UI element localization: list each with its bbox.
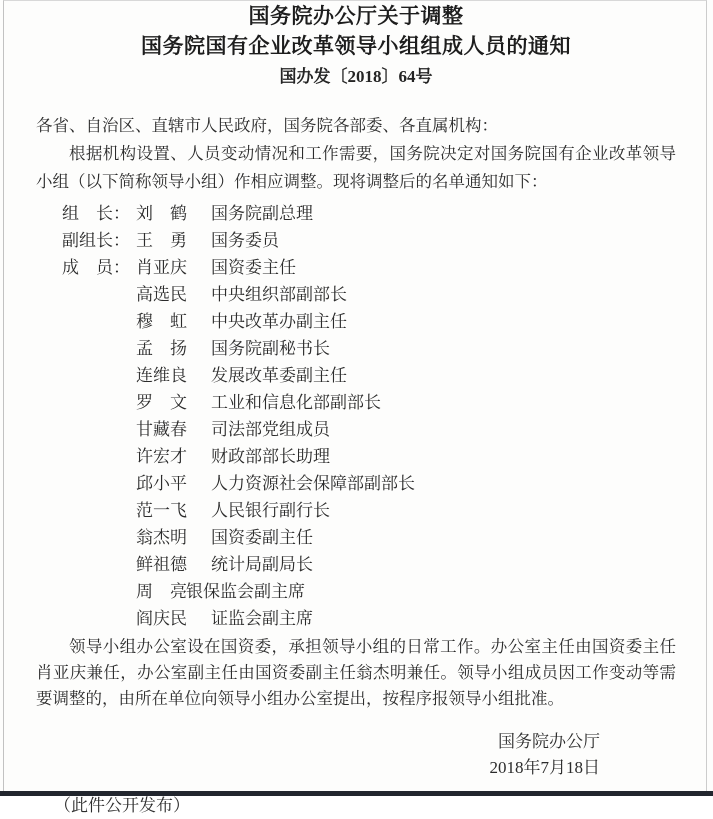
member-role [62,497,136,524]
member-title: 人力资源社会保障部副部长 [211,474,415,493]
member-row [62,254,676,281]
member-row [62,281,676,308]
member-name: 穆 虹 [136,312,187,331]
salutation: 各省、自治区、直辖市人民政府，国务院各部委、各直属机构： [36,116,498,135]
member-name: 高选民 [136,285,187,304]
signature-block [36,729,676,781]
member-row [62,443,676,470]
member-title: 工业和信息化部副部长 [211,393,381,412]
member-row [62,416,676,443]
member-role [62,281,136,308]
member-name: 肖亚庆 [136,258,187,277]
member-role [62,524,136,551]
member-title: 国资委主任 [211,258,296,277]
member-title: 中央组织部副部长 [211,285,347,304]
member-name: 范一飞 [136,501,187,520]
member-row [62,335,676,362]
issue-date: 2018年7月18日 [489,757,600,777]
member-row [62,362,676,389]
member-name: 王 勇 [136,231,187,250]
member-role [62,308,136,335]
member-name: 孟 扬 [136,339,187,358]
member-title: 中央改革办副主任 [211,312,347,331]
member-title: 国务院副总理 [211,204,313,223]
member-row [62,200,676,227]
member-name: 翁杰明 [136,528,187,547]
member-role [62,416,136,443]
member-row [62,470,676,497]
member-name: 许宏才 [136,447,187,466]
member-role: 成 员： [62,258,130,277]
member-title: 国务院副秘书长 [211,339,330,358]
member-row [62,497,676,524]
member-role [62,470,136,497]
member-name: 鲜祖德 [136,555,187,574]
document-title-line2: 国务院国有企业改革领导小组组成人员的通知 [141,34,571,58]
member-role [62,335,136,362]
member-role [62,551,136,578]
member-role [62,578,136,605]
document-title [36,1,676,61]
member-title: 国务委员 [211,231,279,250]
member-title: 财政部部长助理 [211,447,330,466]
publish-note: （此件公开发布） [54,795,190,815]
member-name: 罗 文 [136,393,187,412]
member-role [62,362,136,389]
member-row [62,308,676,335]
member-role [62,605,136,632]
member-title: 人民银行副行长 [211,501,330,520]
member-role [62,443,136,470]
member-role [62,389,136,416]
member-name: 阎庆民 [136,609,187,628]
member-name: 刘 鹤 [136,204,187,223]
member-row [62,551,676,578]
member-row [62,578,676,605]
member-title: 证监会副主席 [211,609,313,628]
document-title-line1: 国务院办公厅关于调整 [248,4,464,28]
member-row [62,389,676,416]
member-title: 司法部党组成员 [211,420,330,439]
member-row [62,605,676,632]
member-name: 甘藏春 [136,420,187,439]
member-title: 发展改革委副主任 [211,366,347,385]
member-name: 周 亮 [136,582,187,601]
member-title: 统计局副局长 [211,555,313,574]
closing-paragraph: 领导小组办公室设在国资委，承担领导小组的日常工作。办公室主任由国资委主任肖亚庆兼任，办公室副主任由国资委副主任翁杰明兼任。领导小组成员因工作变动等需要调整的，由所在单位向领导小组办公室提出，按程序报领导小组批准。 [36,637,676,708]
member-list [62,200,676,632]
issuer: 国务院办公厅 [498,731,600,751]
bottom-divider [0,791,713,796]
member-title: 银保监会副主席 [186,582,305,601]
member-row [62,524,676,551]
member-role: 组 长： [62,204,130,223]
intro-paragraph: 根据机构设置、人员变动情况和工作需要，国务院决定对国务院国有企业改革领导小组（以下简称领导小组）作相应调整。现将调整后的名单通知如下： [36,144,676,191]
document-number: 国办发〔2018〕64号 [279,67,433,86]
member-title: 国资委副主任 [211,528,313,547]
member-row [62,227,676,254]
member-name: 邱小平 [136,474,187,493]
member-role: 副组长： [62,231,130,250]
member-name: 连维良 [136,366,187,385]
